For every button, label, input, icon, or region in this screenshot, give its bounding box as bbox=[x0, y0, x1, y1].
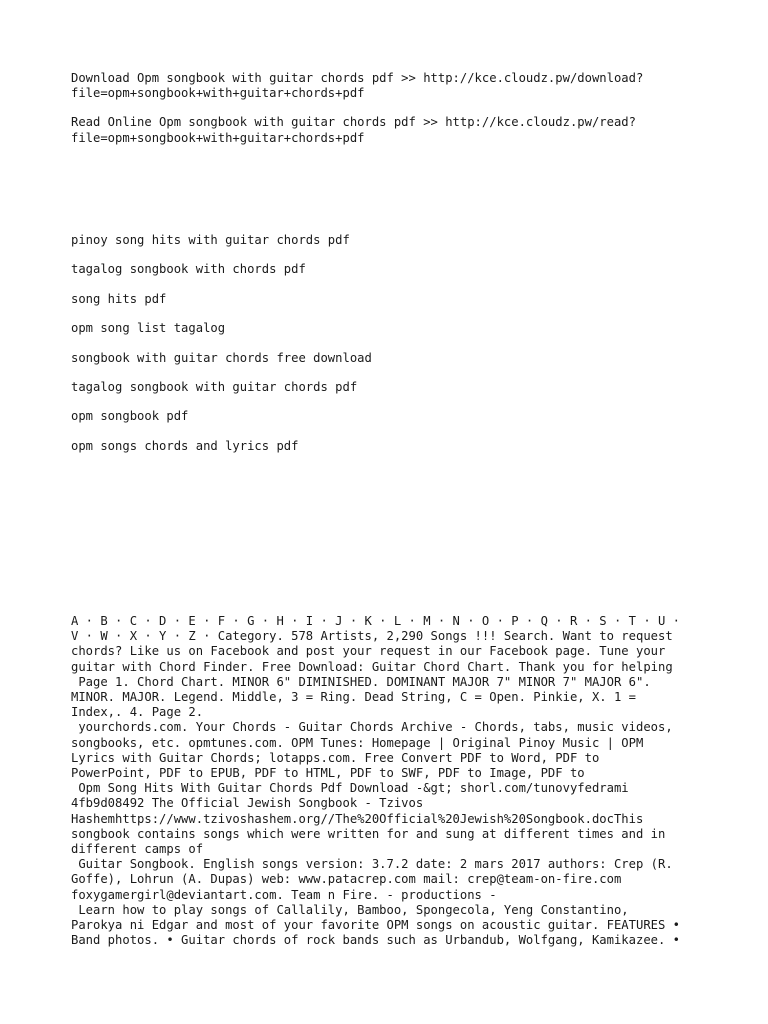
body-line: Index,. 4. Page 2. bbox=[71, 705, 204, 720]
body-line: chords? Like us on Facebook and post your request in our Facebook page. Tune your bbox=[71, 644, 666, 659]
body-line: PowerPoint, PDF to EPUB, PDF to HTML, PDF to SWF, PDF to Image, PDF to bbox=[71, 766, 585, 781]
body-line: yourchords.com. Your Chords - Guitar Chords Archive - Chords, tabs, music videos, bbox=[71, 720, 673, 735]
keyword-item: song hits pdf bbox=[71, 291, 167, 306]
read-online-link-line-1[interactable]: Read Online Opm songbook with guitar chords pdf >> http://kce.cloudz.pw/read? bbox=[71, 115, 636, 130]
body-line: songbook contains songs which were written for and sung at different times and in bbox=[71, 826, 666, 841]
keyword-list bbox=[71, 233, 372, 468]
keyword-item: opm songs chords and lyrics pdf bbox=[71, 438, 299, 453]
body-line: foxygamergirl@deviantart.com. Team n Fire. - productions - bbox=[71, 887, 497, 902]
body-line: V · W · X · Y · Z · Category. 578 Artists, 2,290 Songs !!! Search. Want to request bbox=[71, 629, 673, 644]
body-line: Band photos. • Guitar chords of rock bands such as Urbandub, Wolfgang, Kamikazee. • bbox=[71, 933, 681, 948]
body-line: Goffe), Lohrun (A. Dupas) web: www.patacrep.com mail: crep@team-on-fire.com bbox=[71, 872, 622, 887]
body-line: 4fb9d08492 The Official Jewish Songbook - Tzivos bbox=[71, 796, 424, 811]
body-line: songbooks, etc. opmtunes.com. OPM Tunes: Homepage | Original Pinoy Music | OPM bbox=[71, 735, 644, 750]
download-link-line-2[interactable]: file=opm+songbook+with+guitar+chords+pdf bbox=[71, 86, 365, 101]
body-line: Opm Song Hits With Guitar Chords Pdf Download -&gt; shorl.com/tunovyfedrami bbox=[71, 781, 629, 796]
body-line: Lyrics with Guitar Chords; lotapps.com. Free Convert PDF to Word, PDF to bbox=[71, 750, 600, 765]
keyword-item: opm song list tagalog bbox=[71, 321, 226, 336]
body-line: Page 1. Chord Chart. MINOR 6" DIMINISHED. DOMINANT MAJOR 7" MINOR 7" MAJOR 6". bbox=[71, 674, 651, 689]
body-line: Parokya ni Edgar and most of your favorite OPM songs on acoustic guitar. FEATURES • bbox=[71, 918, 681, 933]
body-line: A · B · C · D · E · F · G · H · I · J · K · L · M · N · O · P · Q · R · S · T · U · bbox=[71, 614, 681, 628]
spacer bbox=[71, 101, 643, 115]
download-links bbox=[71, 71, 643, 146]
body-line: guitar with Chord Finder. Free Download: Guitar Chord Chart. Thank you for helping bbox=[71, 659, 673, 674]
keyword-item: pinoy song hits with guitar chords pdf bbox=[71, 233, 350, 247]
body-line: Guitar Songbook. English songs version: 3.7.2 date: 2 mars 2017 authors: Crep (R. bbox=[71, 857, 673, 872]
keyword-item: opm songbook pdf bbox=[71, 409, 189, 424]
body-line: Learn how to play songs of Callalily, Bamboo, Spongecola, Yeng Constantino, bbox=[71, 902, 629, 917]
body-line: MINOR. MAJOR. Legend. Middle, 3 = Ring. Dead String, C = Open. Pinkie, X. 1 = bbox=[71, 690, 636, 705]
keyword-item: tagalog songbook with chords pdf bbox=[71, 262, 306, 277]
body-text bbox=[71, 614, 711, 948]
keyword-item: songbook with guitar chords free download bbox=[71, 350, 372, 365]
download-link-line-1[interactable]: Download Opm songbook with guitar chords pdf >> http://kce.cloudz.pw/download? bbox=[71, 71, 644, 85]
read-online-link-line-2[interactable]: file=opm+songbook+with+guitar+chords+pdf bbox=[71, 130, 365, 145]
body-line: different camps of bbox=[71, 842, 204, 857]
keyword-item: tagalog songbook with guitar chords pdf bbox=[71, 379, 358, 394]
body-line: Hashemhttps://www.tzivoshashem.org//The%20Official%20Jewish%20Songbook.docThis bbox=[71, 811, 644, 826]
